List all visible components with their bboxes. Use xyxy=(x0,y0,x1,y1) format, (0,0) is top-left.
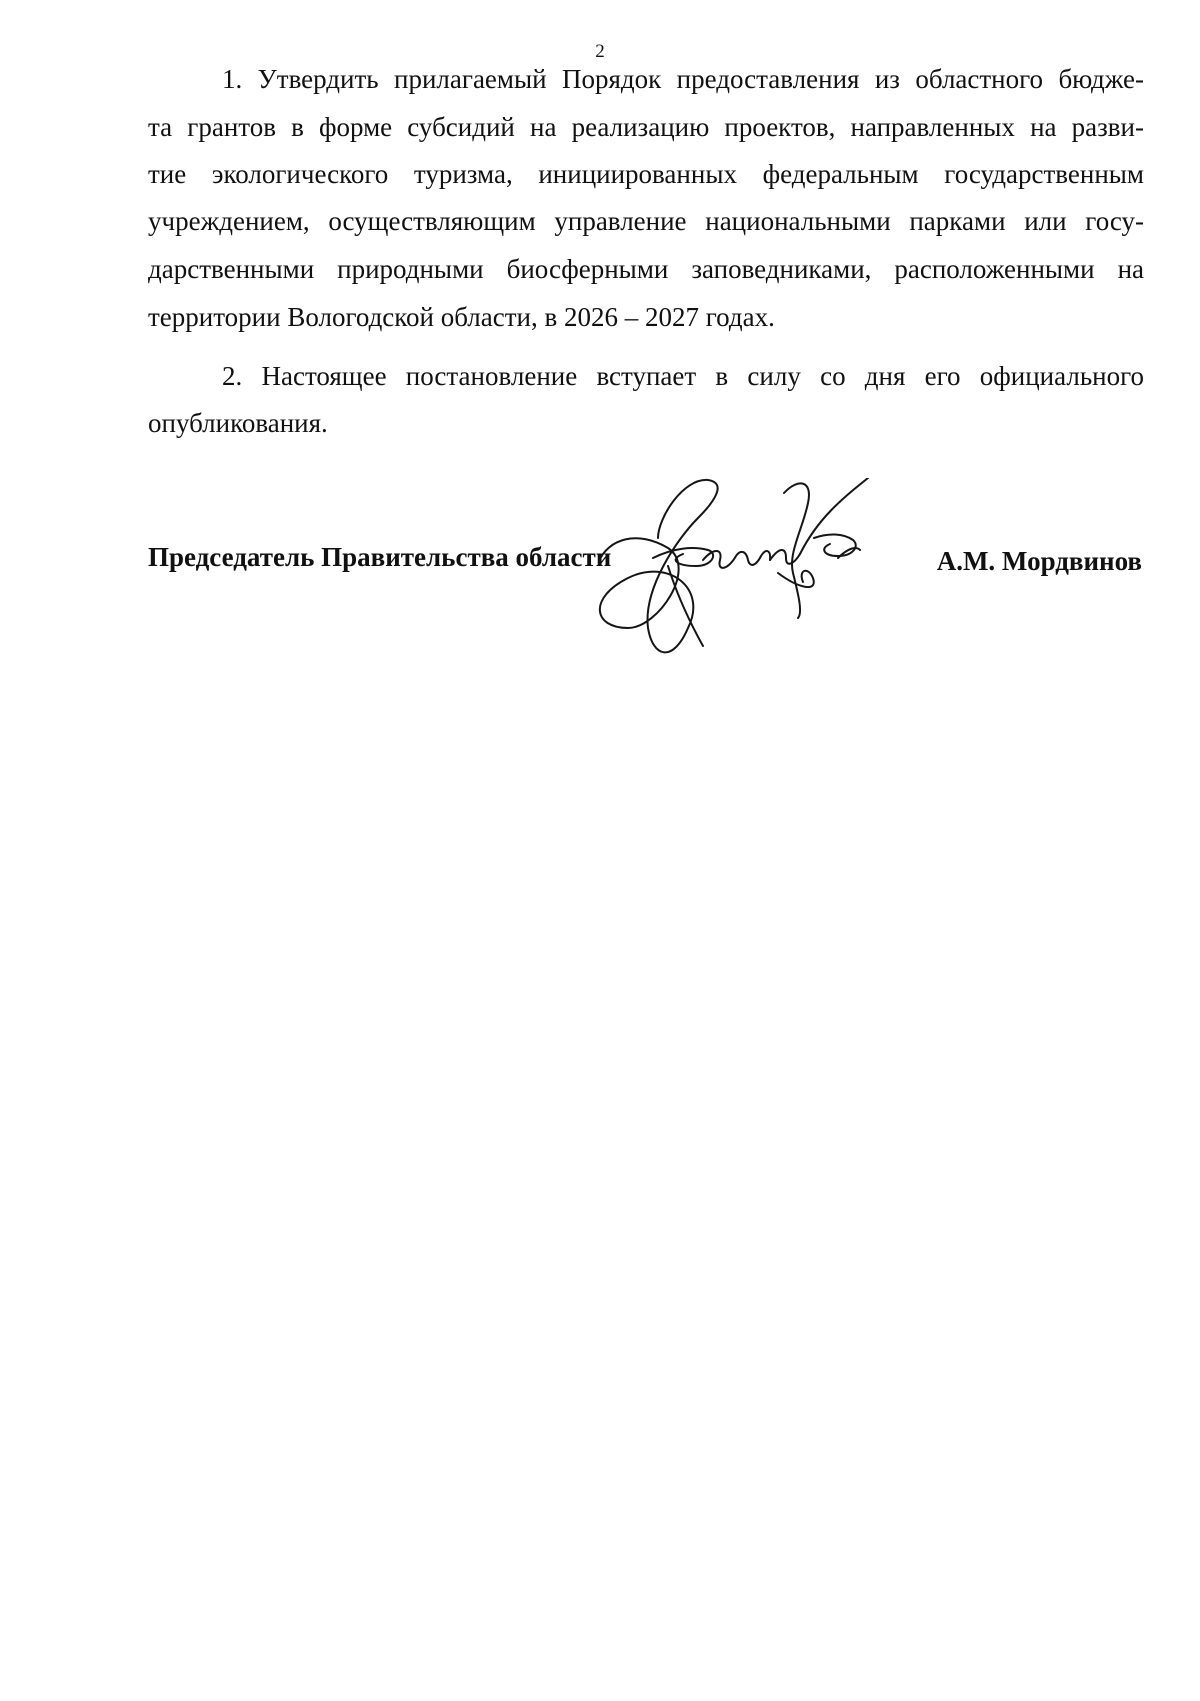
page-number: 2 xyxy=(595,41,605,62)
signer-position: Председатель Правительства области xyxy=(148,542,612,572)
handwritten-signature xyxy=(598,478,958,683)
signer-name: А.М. Мордвинов xyxy=(936,546,1142,576)
